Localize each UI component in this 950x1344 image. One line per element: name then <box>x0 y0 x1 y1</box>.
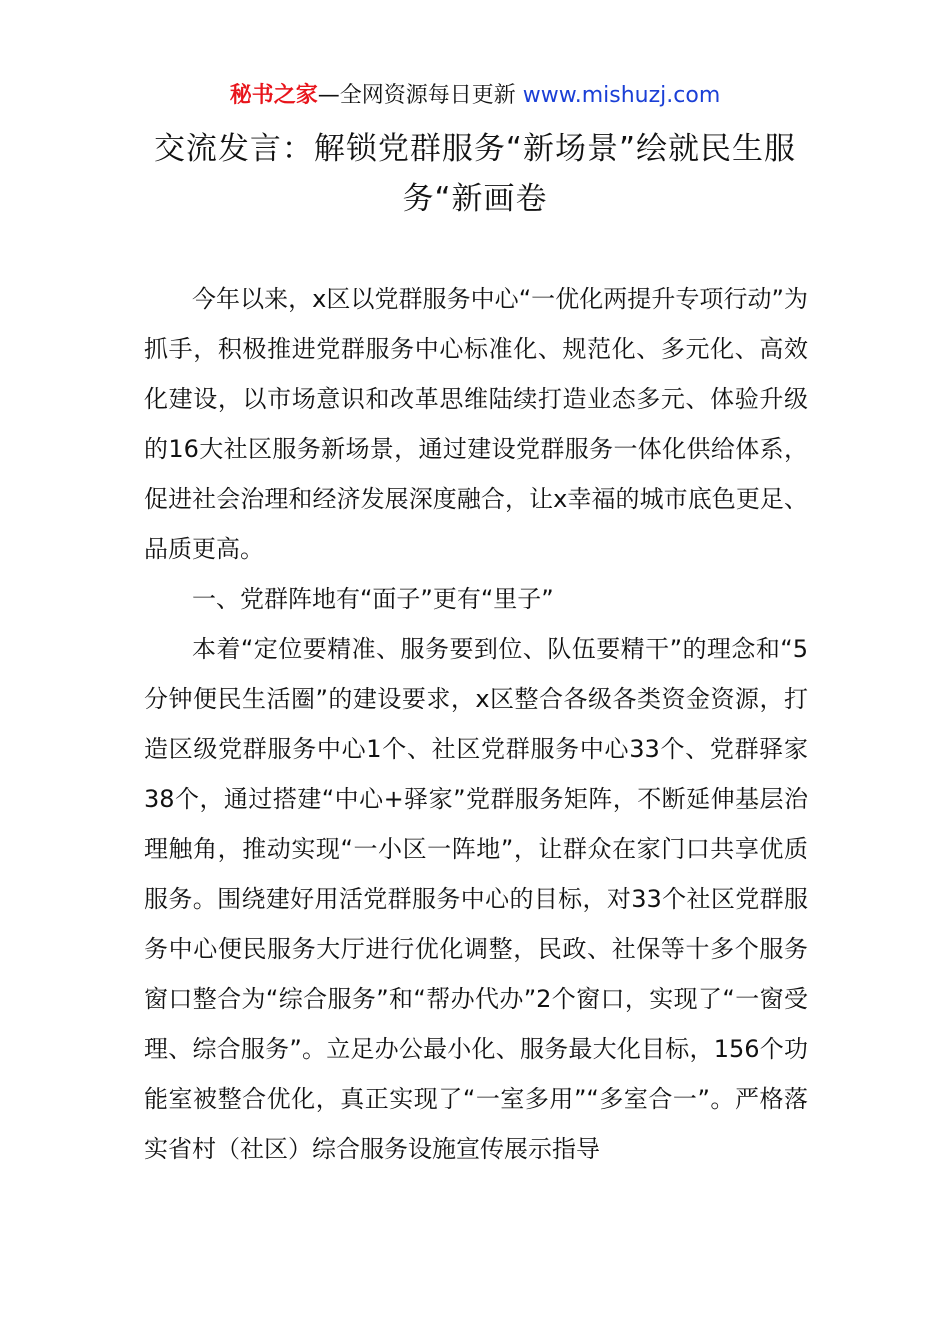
site-header <box>0 80 950 112</box>
site-url-link[interactable]: www.mishuzj.com <box>522 83 721 108</box>
document-title: 交流发言：解锁党群服务“新场景”绘就民生服务“新画卷 <box>153 131 797 217</box>
paragraph-intro: 今年以来，x区以党群服务中心“一优化两提升专项行动”为抓手，积极推进党群服务中心标准化、规范化、多元化、高效化建设，以市场意识和改革思维陆续打造业态多元、体验升级的16大社区服务新场景，通过建设党群服务一体化供给体系，促进社会治理和经济发展深度融合，让x幸福的城市底色更足、品质更高。 <box>144 285 808 563</box>
site-tagline: —全网资源每日更新 <box>317 83 523 108</box>
site-name: 秘书之家 <box>229 83 318 108</box>
section-heading-1: 一、党群阵地有“面子”更有“里子” <box>192 585 554 613</box>
document-body <box>144 274 808 1174</box>
paragraph-section-1: 本着“定位要精准、服务要到位、队伍要精干”的理念和“5分钟便民生活圈”的建设要求，x区整合各级各类资金资源，打造区级党群服务中心1个、社区党群服务中心33个、党群驿家38个，通过搭建“中心+驿家”党群服务矩阵，不断延伸基层治理触角，推动实现“一小区一阵地”，让群众在家门口共享优质服务。围绕建好用活党群服务中心的目标，对33个社区党群服务中心便民服务大厅进行优化调整，民政、社保等十多个服务窗口整合为“综合服务”和“帮办代办”2个窗口，实现了“一窗受理、综合服务”。立足办公最小化、服务最大化目标，156个功能室被整合优化，真正实现了“一室多用”“多室合一”。严格落实省村（社区）综合服务设施宣传展示指导 <box>144 635 808 1163</box>
